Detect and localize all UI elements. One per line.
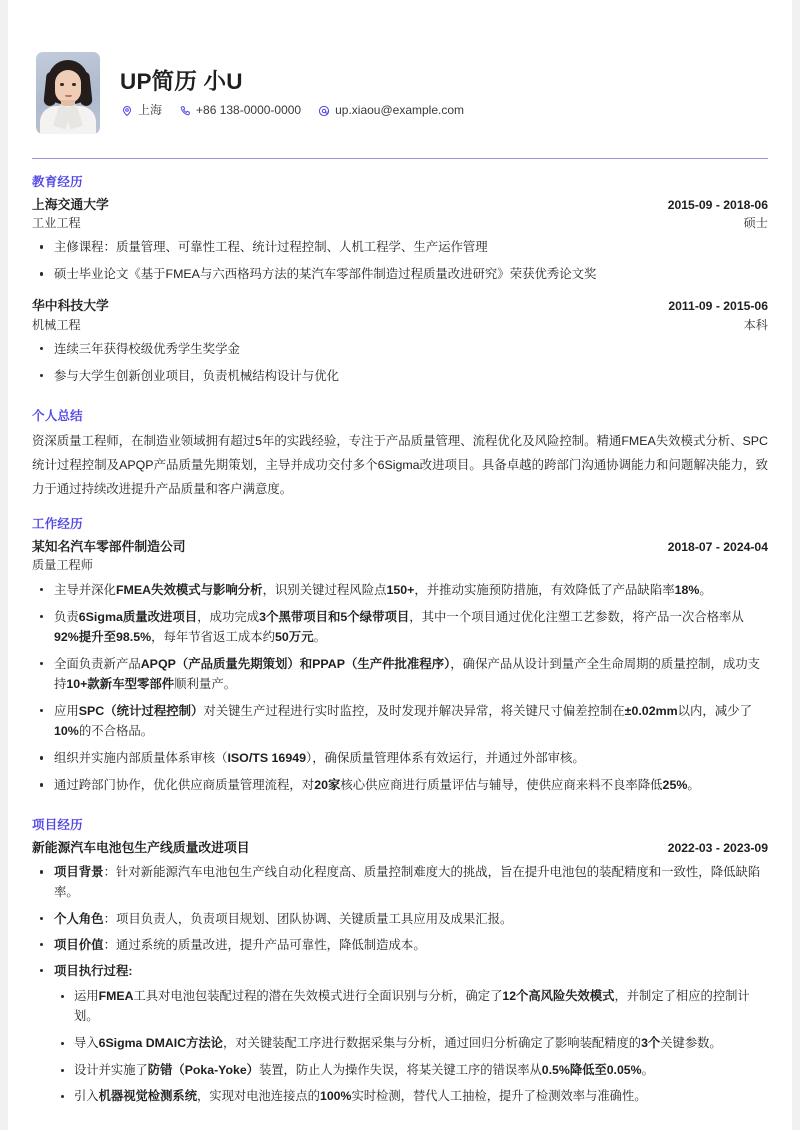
emphasis-text: APQP（产品质量先期策划）和PPAP（生产件批准程序） bbox=[140, 656, 451, 671]
body-text: 全面负责新产品 bbox=[54, 656, 141, 671]
emphasis-text: 项目执行过程: bbox=[54, 963, 133, 978]
emphasis-text: 0.5%降低至0.05% bbox=[541, 1062, 642, 1077]
body-text: ：通过系统的质量改进，提升产品可靠性，降低制造成本。 bbox=[103, 937, 426, 952]
list-item bbox=[32, 909, 768, 929]
contact-list bbox=[120, 104, 480, 117]
sub-list-item bbox=[54, 1061, 768, 1081]
sub-list-item bbox=[54, 1087, 768, 1107]
education-degree: 硕士 bbox=[743, 215, 768, 230]
emphasis-text: 10+款新车型零部件 bbox=[66, 676, 175, 691]
emphasis-text: 92%提升至98.5% bbox=[54, 629, 152, 644]
photo-eye-left bbox=[60, 83, 64, 86]
body-text: 通过跨部门协作，优化供应商质量管理流程，对 bbox=[54, 778, 315, 793]
list-item bbox=[32, 654, 768, 694]
emphasis-text: 25% bbox=[662, 778, 688, 793]
body-text: ，成功完成 bbox=[197, 609, 260, 624]
list-item: 主修课程：质量管理、可靠性工程、统计过程控制、人机工程学、生产运作管理 bbox=[32, 237, 768, 257]
body-text: 对关键生产过程进行实时监控，及时发现并解决异常，将关键尺寸偏差控制在 bbox=[203, 704, 625, 719]
email-at-icon bbox=[317, 105, 330, 118]
body-text: ，并推动实施预防措施，有效降低了产品缺陷率 bbox=[414, 582, 675, 597]
contact-phone-text: +86 138-0000-0000 bbox=[196, 103, 302, 118]
body-text: 。 bbox=[641, 1062, 654, 1077]
education-bullets bbox=[32, 237, 768, 284]
section-title-projects: 项目经历 bbox=[32, 818, 83, 833]
body-text: ，其中一个项目通过优化注塑工艺参数，将产品一次合格率从 bbox=[409, 609, 744, 624]
education-entry-sub bbox=[32, 316, 768, 334]
education-date: 2015-09 - 2018-06 bbox=[667, 197, 768, 212]
identity-block bbox=[120, 68, 480, 117]
sub-list-item bbox=[54, 987, 768, 1027]
body-text: 实时检测，替代人工抽检，提升了检测效率与准确性。 bbox=[351, 1089, 647, 1104]
emphasis-text: 18% bbox=[674, 582, 700, 597]
education-school: 上海交通大学 bbox=[32, 196, 109, 212]
photo-eye-right bbox=[72, 83, 76, 86]
body-text: ，实现对电池连接点的 bbox=[197, 1089, 320, 1104]
contact-location-text: 上海 bbox=[138, 103, 163, 118]
body-text: 工具对电池包装配过程的潜在失效模式进行全面识别与分析，确定了 bbox=[133, 988, 503, 1003]
emphasis-text: 项目价值 bbox=[54, 937, 104, 952]
candidate-name: UP简历 小U bbox=[120, 69, 243, 95]
list-item bbox=[32, 701, 768, 741]
body-text: ，识别关键过程风险点 bbox=[262, 582, 387, 597]
body-text: 负责 bbox=[54, 609, 79, 624]
emphasis-text: 个人角色 bbox=[54, 911, 104, 926]
emphasis-text: 6Sigma质量改进项目 bbox=[78, 609, 198, 624]
body-text: 设计并实施了 bbox=[74, 1062, 148, 1077]
list-item: 连续三年获得校级优秀学生奖学金 bbox=[32, 339, 768, 359]
body-text: 引入 bbox=[74, 1089, 99, 1104]
emphasis-text: FMEA bbox=[98, 988, 134, 1003]
emphasis-text: ISO/TS 16949 bbox=[227, 751, 306, 766]
list-item bbox=[32, 748, 768, 768]
section-projects bbox=[32, 802, 768, 1107]
body-text: 组织并实施内部质量体系审核（ bbox=[54, 751, 228, 766]
emphasis-text: 6Sigma DMAIC方法论 bbox=[98, 1035, 223, 1050]
list-item: 硕士毕业论文《基于FMEA与六西格玛方法的某汽车零部件制造过程质量改进研究》荣获优秀论文奖 bbox=[32, 264, 768, 284]
sub-list-item bbox=[54, 1034, 768, 1054]
body-text: ，每年节省返工成本约 bbox=[151, 629, 276, 644]
section-title-education: 教育经历 bbox=[32, 175, 83, 189]
list-item bbox=[32, 862, 768, 902]
body-text: 。 bbox=[313, 629, 326, 644]
education-major: 工业工程 bbox=[32, 215, 81, 230]
education-entry-header bbox=[32, 296, 768, 315]
summary-text: 资深质量工程师，在制造业领域拥有超过5年的实践经验，专注于产品质量管理、流程优化及风险控制。精通FMEA失效模式分析、SPC统计过程控制及APQP产品质量先期策划，主导并成功交付多个6Sigma改进项目。具备卓越的跨部门沟通协调能力和问题解决能力，致力于通过持续改进提升产品质量和客户满意度。 bbox=[32, 433, 768, 497]
body-text: 的不合格品。 bbox=[78, 724, 154, 739]
list-item bbox=[32, 607, 768, 647]
education-entry bbox=[32, 195, 768, 285]
education-entry-header bbox=[32, 195, 768, 214]
contact-email-text: up.xiaou@example.com bbox=[335, 103, 465, 118]
education-school: 华中科技大学 bbox=[32, 298, 109, 314]
body-text: 应用 bbox=[54, 704, 79, 719]
work-bullets bbox=[32, 580, 768, 796]
education-entry bbox=[32, 296, 768, 386]
body-text: 。 bbox=[687, 778, 700, 793]
education-bullets bbox=[32, 339, 768, 386]
list-item bbox=[32, 935, 768, 955]
body-text: 核心供应商进行质量评估与辅导，使供应商来料不良率降低 bbox=[340, 778, 663, 793]
body-text: 关键参数。 bbox=[660, 1035, 722, 1050]
body-text: 导入 bbox=[74, 1035, 99, 1050]
emphasis-text: 100% bbox=[319, 1089, 352, 1104]
list-item: 参与大学生创新创业项目，负责机械结构设计与优化 bbox=[32, 366, 768, 386]
work-entry-header bbox=[32, 537, 768, 556]
emphasis-text: 防错（Poka-Yoke） bbox=[147, 1062, 259, 1077]
list-item bbox=[32, 580, 768, 600]
sub-bullet-list bbox=[54, 987, 768, 1108]
list-item bbox=[32, 961, 768, 1108]
body-text: 顺利量产。 bbox=[174, 676, 237, 691]
work-date: 2018-07 - 2024-04 bbox=[667, 540, 768, 554]
project-date: 2022-03 - 2023-09 bbox=[667, 841, 768, 856]
emphasis-text: FMEA失效模式与影响分析 bbox=[115, 582, 263, 597]
emphasis-text: 50万元 bbox=[275, 629, 314, 644]
emphasis-text: 项目背景 bbox=[54, 865, 104, 880]
contact-phone bbox=[178, 104, 301, 117]
body-text: ，对关键装配工序进行数据采集与分析，通过回归分析确定了影响装配精度的 bbox=[222, 1035, 642, 1050]
emphasis-text: SPC（统计过程控制） bbox=[78, 704, 204, 719]
work-company: 某知名汽车零部件制造公司 bbox=[32, 539, 186, 554]
section-title-summary: 个人总结 bbox=[32, 409, 83, 424]
resume-header bbox=[32, 0, 768, 134]
photo-face bbox=[55, 70, 81, 103]
profile-photo bbox=[36, 52, 100, 134]
location-pin-icon bbox=[120, 105, 133, 118]
body-text: ，并制定了相应的控制计划。 bbox=[74, 988, 750, 1023]
project-entry-header bbox=[32, 838, 768, 857]
section-title-work: 工作经历 bbox=[32, 517, 83, 532]
section-work bbox=[32, 501, 768, 795]
emphasis-text: 3个黑带项目和5个绿带项目 bbox=[259, 609, 410, 624]
contact-location bbox=[120, 104, 162, 117]
body-text: ），确保质量管理体系有效运行，并通过外部审核。 bbox=[306, 751, 585, 766]
work-role: 质量工程师 bbox=[32, 558, 93, 573]
phone-icon bbox=[178, 105, 191, 118]
emphasis-text: 机器视觉检测系统 bbox=[98, 1089, 197, 1104]
education-major: 机械工程 bbox=[32, 317, 81, 332]
education-date: 2011-09 - 2015-06 bbox=[668, 299, 768, 314]
emphasis-text: 10% bbox=[54, 724, 79, 739]
education-entry-sub bbox=[32, 214, 768, 232]
body-text: ，确保产品从设计到量产全生命周期的质量控制，成功支持 bbox=[54, 656, 761, 691]
list-item bbox=[32, 775, 768, 795]
body-text: 以内，减少了 bbox=[677, 704, 752, 719]
education-degree: 本科 bbox=[743, 317, 768, 332]
section-education bbox=[32, 159, 768, 386]
emphasis-text: 150+ bbox=[386, 582, 415, 597]
emphasis-text: ±0.02mm bbox=[624, 704, 678, 719]
body-text: 装置，防止人为操作失误，将某关键工序的错误率从 bbox=[258, 1062, 542, 1077]
body-text: 。 bbox=[699, 582, 712, 597]
section-summary bbox=[32, 393, 768, 501]
emphasis-text: 12个高风险失效模式 bbox=[502, 988, 615, 1003]
project-name: 新能源汽车电池包生产线质量改进项目 bbox=[32, 840, 250, 856]
body-text: ：项目负责人，负责项目规划、团队协调、关键质量工具应用及成果汇报。 bbox=[103, 911, 513, 926]
body-text: ：针对新能源汽车电池包生产线自动化程度高、质量控制难度大的挑战，旨在提升电池包的装配精度和一致性，降低缺陷率。 bbox=[54, 865, 761, 900]
contact-email bbox=[317, 104, 464, 117]
body-text: 运用 bbox=[74, 988, 99, 1003]
project-entry bbox=[32, 838, 768, 1107]
resume-page bbox=[8, 0, 792, 1130]
work-entry-sub bbox=[32, 556, 768, 574]
photo-mouth bbox=[65, 95, 72, 97]
project-bullets bbox=[32, 862, 768, 1107]
emphasis-text: 3个 bbox=[641, 1035, 661, 1050]
emphasis-text: 20家 bbox=[314, 778, 341, 793]
work-entry bbox=[32, 537, 768, 795]
body-text: 主导并深化 bbox=[54, 582, 116, 597]
